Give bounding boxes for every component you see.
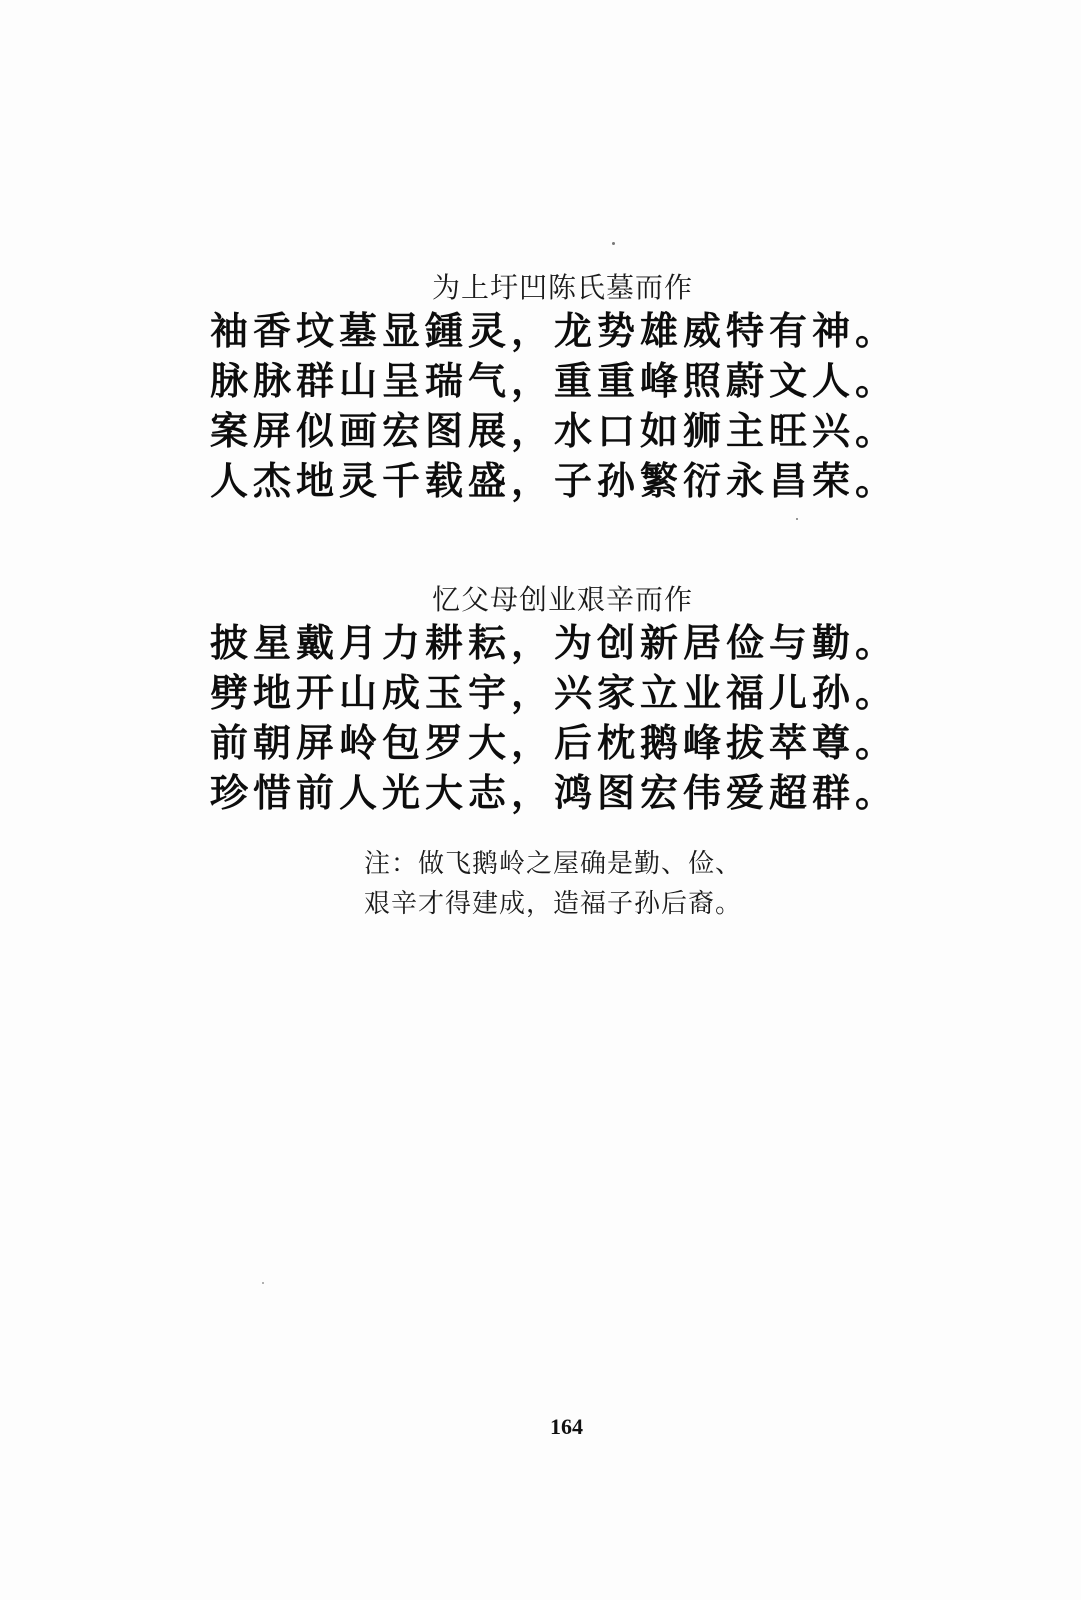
poem-line: 脉脉群山呈瑞气，重重峰照蔚文人。 (210, 358, 899, 403)
poem-line: 劈地开山成玉宇，兴家立业福儿孙。 (210, 670, 899, 715)
scan-speck (796, 518, 798, 520)
footnote-line: 艰辛才得建成，造福子孙后裔。 (364, 889, 743, 919)
scan-speck (262, 1282, 264, 1284)
footnote (364, 844, 864, 924)
page-number: 164 (550, 1414, 583, 1439)
poem-line: 袖香坟墓显鍾灵，龙势雄威特有神。 (210, 308, 899, 353)
poem-line: 案屏似画宏图展，水口如狮主旺兴。 (210, 408, 899, 453)
poem-line: 前朝屏岭包罗大，后枕鹅峰拔萃尊。 (210, 720, 899, 765)
poem-line: 披星戴月力耕耘，为创新居俭与勤。 (210, 620, 899, 665)
poem-body (210, 306, 899, 506)
poem-line: 人杰地灵千载盛，子孙繁衍永昌荣。 (210, 458, 899, 503)
poem-body (210, 618, 899, 818)
poem-title: 忆父母创业艰辛而作 (431, 583, 693, 616)
scan-speck (612, 242, 615, 245)
footnote-line: 注：做飞鹅岭之屋确是勤、俭、 (364, 849, 743, 879)
poem-line: 珍惜前人光大志，鸿图宏伟爱超群。 (210, 770, 899, 815)
poem-title: 为上圩凹陈氏墓而作 (431, 271, 693, 304)
